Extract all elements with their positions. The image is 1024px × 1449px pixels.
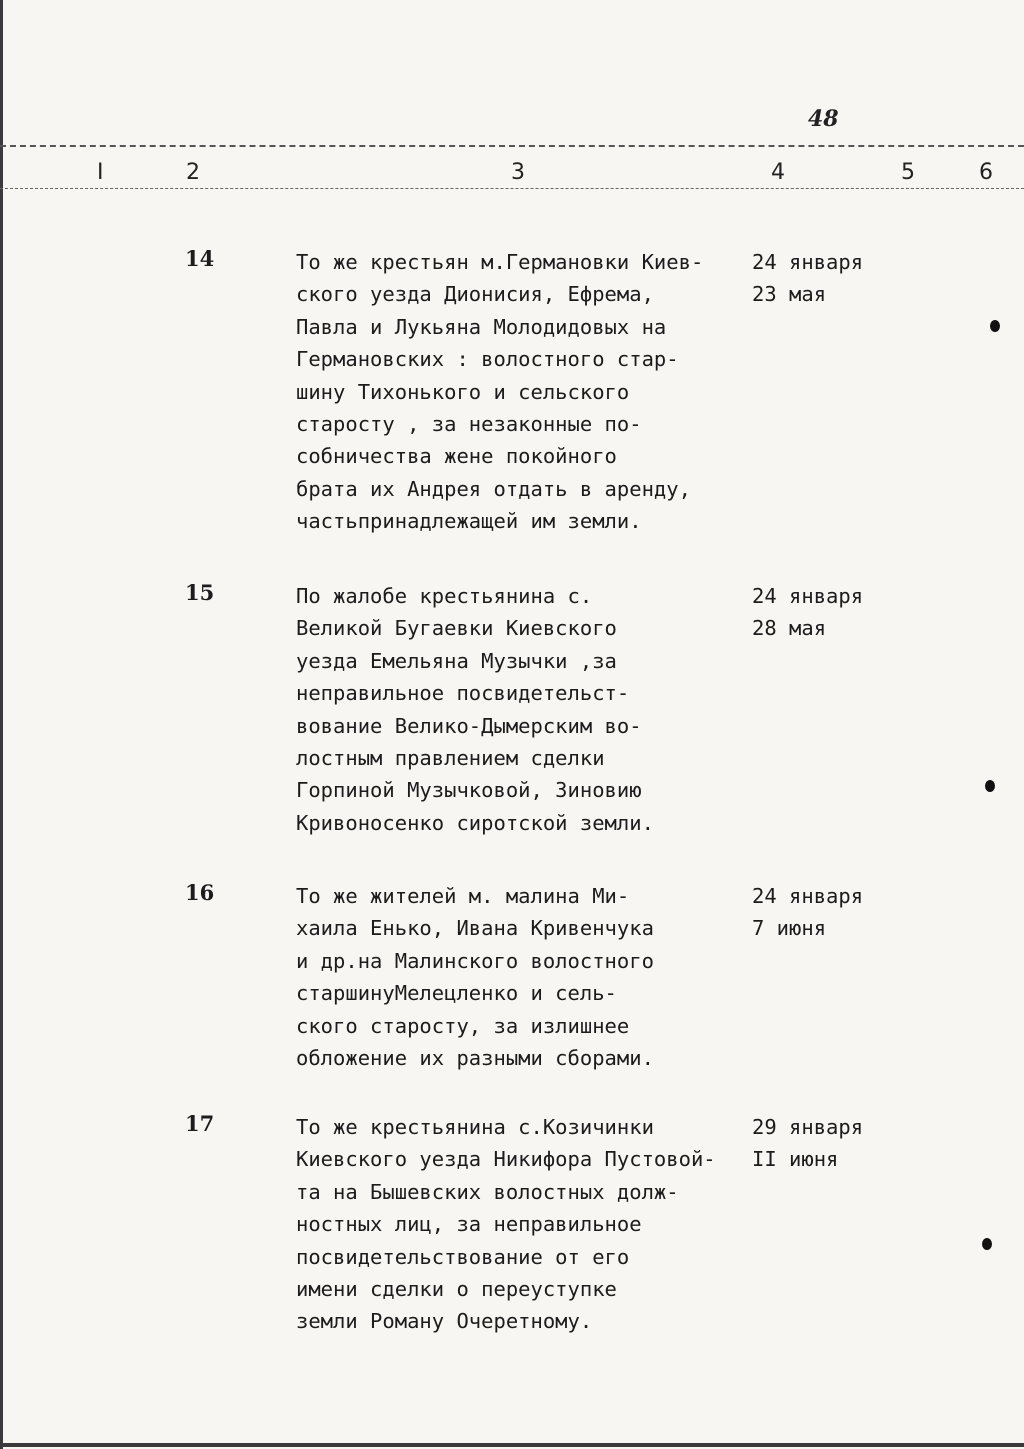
text-line: старосту , за незаконные по- — [296, 412, 642, 437]
text-line: посвидетельствование от его — [296, 1244, 630, 1269]
text-line: частьпринадлежащей им земли. — [296, 509, 642, 534]
text-line: То же жителей м. малина Ми- — [296, 884, 630, 908]
left-edge-shadow — [0, 0, 3, 1449]
column-header-2: 2 — [186, 160, 200, 185]
text-line: То же крестьян м.Германовки Киев- — [296, 250, 704, 274]
text-line: ностных лиц, за неправильное — [296, 1212, 642, 1237]
date-end: 23 мая — [752, 282, 827, 307]
date-start: 24 января — [752, 250, 864, 274]
entry-description — [296, 1111, 746, 1338]
entry-number: 16 — [185, 880, 215, 905]
text-line: брата их Андрея отдать в аренду, — [296, 476, 691, 501]
entry-number: 15 — [185, 580, 215, 605]
date-start: 29 января — [752, 1115, 864, 1139]
entry-dates — [752, 1111, 863, 1176]
entry-number: 14 — [185, 246, 215, 271]
text-line: ского старосту, за излишнее — [296, 1013, 630, 1038]
text-line: Киевского уезда Никифора Пустовой- — [296, 1147, 716, 1172]
entry-dates — [752, 880, 863, 945]
entry-dates — [752, 246, 863, 311]
date-end: II июня — [752, 1147, 839, 1172]
text-line: та на Бышевских волостных долж- — [296, 1179, 679, 1204]
column-header-6: 6 — [979, 160, 993, 185]
binder-hole-mark — [982, 1238, 992, 1250]
text-line: земли Роману Очеретному. — [296, 1309, 593, 1334]
text-line: шину Тихонького и сельского — [296, 379, 630, 404]
text-line: обложение их разными сборами. — [296, 1046, 654, 1071]
header-rule-top — [0, 145, 1024, 147]
text-line: ского уезда Дионисия, Ефрема, — [296, 282, 654, 307]
entry-description — [296, 880, 746, 1074]
text-line: Павла и Лукьяна Молодидовых на — [296, 314, 667, 339]
column-header-4: 4 — [771, 160, 785, 185]
column-header-1: I — [97, 160, 104, 185]
text-line: собничества жене покойного — [296, 444, 617, 469]
column-header-5: 5 — [901, 160, 915, 185]
date-end: 28 мая — [752, 616, 827, 641]
date-start: 24 января — [752, 884, 864, 908]
binder-hole-mark — [985, 780, 995, 792]
entry-description — [296, 246, 746, 538]
text-line: По жалобе крестьянина с. — [296, 584, 593, 608]
text-line: уезда Емельяна Музычки ,за — [296, 648, 617, 673]
column-header-3: 3 — [511, 160, 525, 185]
text-line: Кривоносенко сиротской земли. — [296, 810, 654, 835]
binder-hole-mark — [990, 320, 1000, 332]
text-line: Германовских : волостного стар- — [296, 347, 679, 372]
entry-description — [296, 580, 746, 839]
text-line: имени сделки о переуступке — [296, 1277, 617, 1302]
text-line: неправильное посвидетельст- — [296, 681, 630, 706]
text-line: и др.на Малинского волостного — [296, 948, 654, 973]
text-line: вование Велико-Дымерским во- — [296, 713, 642, 738]
page-number: 48 — [808, 106, 839, 132]
text-line: старшинуМелецленко и сель- — [296, 981, 617, 1006]
entry-number: 17 — [185, 1111, 215, 1136]
text-line: хаила Енько, Ивана Кривенчука — [296, 916, 654, 941]
bottom-edge-shadow — [0, 1443, 1024, 1447]
text-line: То же крестьянина с.Козичинки — [296, 1115, 654, 1139]
text-line: лостным правлением сделки — [296, 746, 605, 771]
text-line: Горпиной Музычковой, Зиновию — [296, 778, 642, 803]
entry-dates — [752, 580, 863, 645]
header-rule-bottom — [0, 188, 1024, 189]
date-end: 7 июня — [752, 916, 827, 941]
text-line: Великой Бугаевки Киевского — [296, 616, 617, 641]
date-start: 24 января — [752, 584, 864, 608]
